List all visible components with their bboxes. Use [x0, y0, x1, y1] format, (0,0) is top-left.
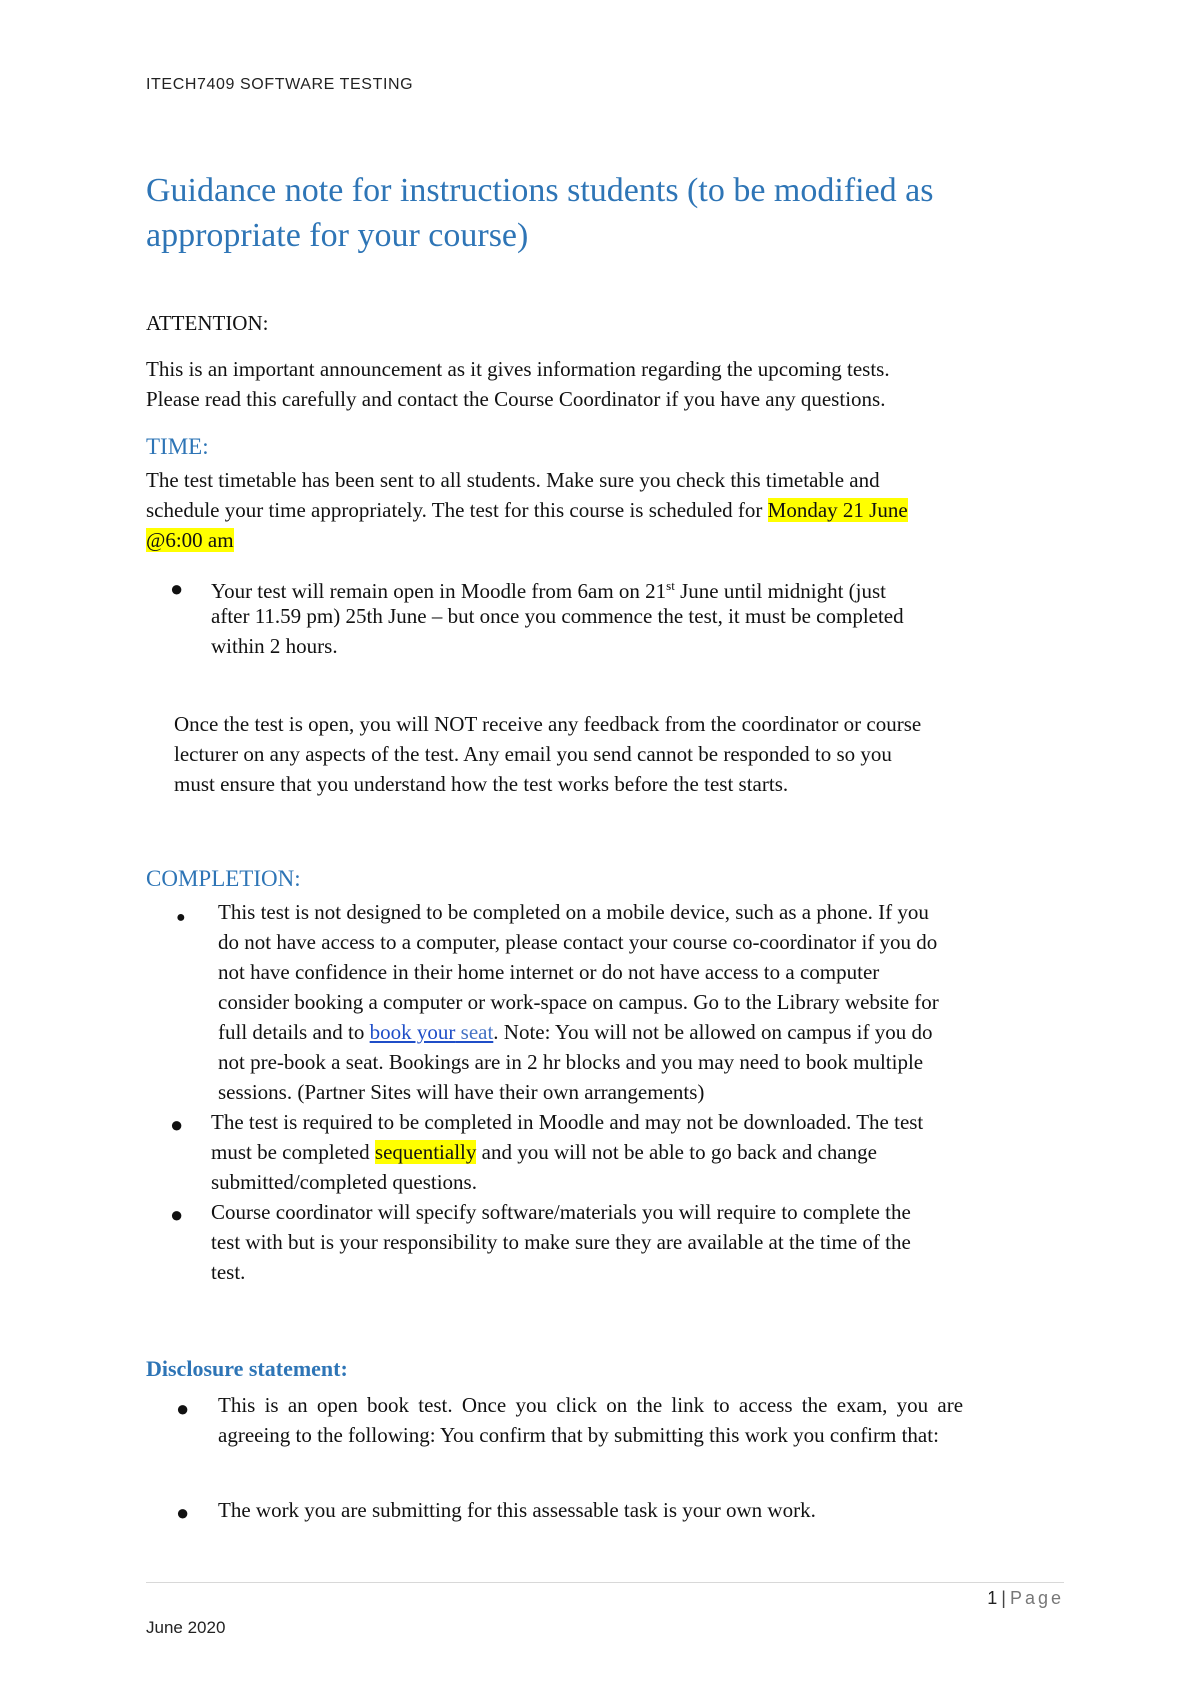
bullet-icon: ● — [170, 1202, 184, 1227]
completion-b1-line-1: This test is not designed to be completed on a mobile device, such as a phone. If you — [218, 900, 929, 924]
disclosure-b1-line-1: This is an open book test. Once you click on the link to access the exam, you are — [218, 1393, 964, 1417]
time-note-line-1: Once the test is open, you will NOT receive any feedback from the coordinator or course — [174, 712, 922, 736]
attention-label: ATTENTION: — [146, 311, 269, 335]
completion-b2-line-3: submitted/completed questions. — [211, 1170, 477, 1194]
bullet-icon: ● — [176, 1500, 190, 1525]
time-note-line-2: lecturer on any aspects of the test. Any email you send cannot be responded to so you — [174, 742, 892, 766]
completion-b1-line-3: not have confidence in their home internet or do not have access to a computer — [218, 960, 880, 984]
attention-line-1: This is an important announcement as it gives information regarding the upcoming tests. — [146, 357, 890, 381]
completion-b1-line-7: sessions. (Partner Sites will have their own arrangements) — [218, 1080, 705, 1104]
document-title: Guidance note for instructions students (to be modified as appropriate for your course) — [146, 172, 934, 254]
page-number: 1 | Page — [987, 1588, 1064, 1608]
completion-b3-line-1: Course coordinator will specify software/materials you will require to complete the — [211, 1200, 911, 1224]
running-header: ITECH7409 SOFTWARE TESTING — [146, 76, 414, 93]
time-note-line-3: must ensure that you understand how the test works before the test starts. — [174, 772, 789, 796]
disclosure-b2: The work you are submitting for this assessable task is your own work. — [218, 1498, 816, 1522]
sequentially-highlight: sequentially — [374, 1140, 477, 1164]
disclosure-heading: Disclosure statement: — [146, 1356, 348, 1381]
book-your-seat-link[interactable]: book your seat — [369, 1020, 494, 1044]
completion-b1-line-4: consider booking a computer or work-space on campus. Go to the Library website for — [218, 990, 939, 1014]
completion-b2-line-2: must be completed sequentially and you will not be able to go back and change — [211, 1140, 878, 1164]
footer-rule — [146, 1582, 1064, 1583]
time-bullet-line-2: after 11.59 pm) 25th June – but once you commence the test, it must be completed — [211, 604, 904, 628]
time-bullet-line-3: within 2 hours. — [211, 634, 338, 658]
bullet-icon: ● — [170, 1112, 184, 1137]
time-line-1: The test timetable has been sent to all students. Make sure you check this timetable and — [146, 468, 880, 492]
time-line-2: schedule your time appropriately. The test for this course is scheduled for Monday 21 June — [146, 498, 908, 522]
completion-b1-line-5: full details and to book your seat. Note: You will not be allowed on campus if you do — [218, 1020, 933, 1044]
completion-b3-line-2: test with but is your responsibility to make sure they are available at the time of the — [211, 1230, 911, 1254]
scheduled-time-highlight: @6:00 am — [146, 528, 234, 552]
completion-b2-line-1: The test is required to be completed in Moodle and may not be downloaded. The test — [211, 1110, 924, 1134]
disclosure-b1-line-2: agreeing to the following: You confirm that by submitting this work you confirm that: — [218, 1423, 939, 1447]
scheduled-date-highlight: Monday 21 June — [767, 498, 908, 522]
completion-b1-line-2: do not have access to a computer, please contact your course co-coordinator if you do — [218, 930, 938, 954]
time-bullet-line-1: Your test will remain open in Moodle from 6am on 21st June until midnight (just — [211, 578, 886, 603]
bullet-icon: ● — [170, 576, 184, 601]
time-heading: TIME: — [146, 434, 209, 459]
attention-line-2: Please read this carefully and contact the Course Coordinator if you have any questions. — [146, 387, 886, 411]
completion-b1-line-6: not pre-book a seat. Bookings are in 2 hr blocks and you may need to book multiple — [218, 1050, 924, 1074]
footer-date: June 2020 — [146, 1618, 226, 1637]
bullet-icon: ● — [176, 1396, 190, 1421]
completion-heading: COMPLETION: — [146, 866, 301, 891]
completion-b3-line-3: test. — [211, 1260, 246, 1284]
bullet-icon: ● — [176, 909, 186, 926]
time-line-3 — [146, 525, 234, 555]
